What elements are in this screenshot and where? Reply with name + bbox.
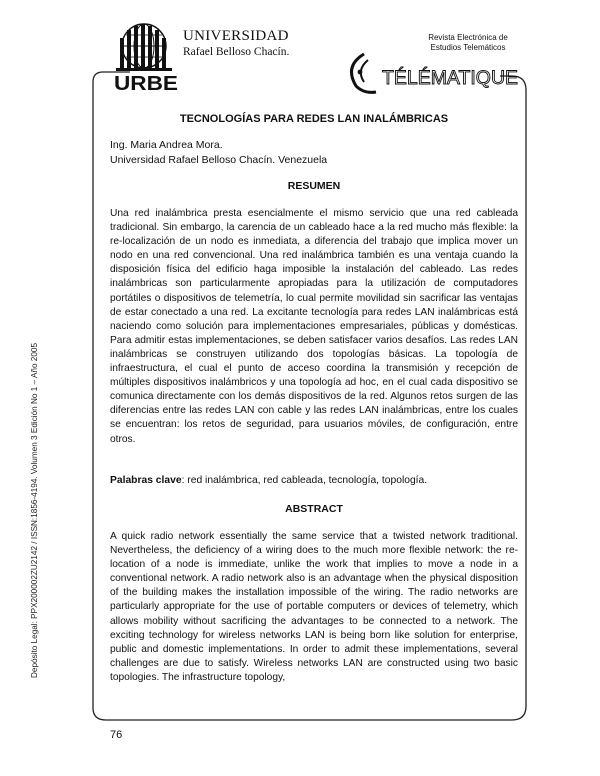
keywords-text: : red inalámbrica, red cableada, tecnología, topología. [181, 475, 428, 486]
university-name: UNIVERSIDAD [183, 28, 289, 44]
university-subtitle: Rafael Belloso Chacín. [183, 46, 290, 58]
abstract-heading: ABSTRACT [285, 503, 343, 515]
journal-name-line2: Estudios Telemáticos [430, 43, 506, 52]
deposit-legal-text: Depósito Legal: PPX200002ZU2142 / ISSN:1856-4194. Volumen 3 Edición No 1 – Año 2005 [30, 342, 39, 678]
urbe-logo-text: URBE [114, 73, 178, 94]
author-block [110, 138, 327, 168]
journal-name-line1: Revista Electrónica de [428, 33, 508, 42]
author-name: Ing. Maria Andrea Mora. [110, 139, 223, 151]
resumen-heading: RESUMEN [287, 180, 341, 192]
telematique-logo [342, 48, 522, 96]
keywords-line [110, 475, 427, 486]
page-number: 76 [110, 729, 123, 741]
telematique-logo-text: TÉLÉMATIQUE [382, 68, 518, 89]
abstract-paragraph: A quick radio network essentially the same service that a twisted network traditional. Nevertheless, the deficiency of a wiring does to the much more flexible network: the re-location of a node is immediate, unlike the work that implies to move a node in a conventional network. A radio network also is an advantage when the physical disposition of the building makes the installation impossible of the wiring. The radio networks are particularly appropriate for the use of portable computers or devices of telemetry, which allows mobility without sacrificing the advantages to be connected to a network. The exciting technology for wireless networks LAN is being born like solution for enterprise, public and domestic implementations. In order to admit these implementations, several challenges are due to satisfy. Wireless networks LAN are constructed using two basic topologies. The infrastructure topology, [110, 531, 518, 683]
keywords-label: Palabras clave [110, 475, 182, 486]
author-affiliation: Universidad Rafael Belloso Chacín. Venezuela [110, 154, 328, 166]
urbe-logo [112, 16, 182, 94]
resumen-paragraph: Una red inalámbrica presta esencialmente el mismo servicio que una red cableada tradicional. Sin embargo, la carencia de un cableado hace a la red mucho más flexible: la re-localización de un nodo es inmediata, a diferencia del trabajo que implica mover un nodo en una red convencional. Una red inalámbrica también es una ventaja cuando la disposición física del edificio haga imposible la instalación del cableado. Las redes inalámbricas son particularmente apropiadas para la utilización de computadores portátiles o dispositivos de telemetría, lo cual permite movilidad sin sacrificar las ventajas de estar conectado a una red. La excitante tecnología para redes LAN inalámbricas está naciendo como solución para implementaciones empresariales, públicas y domésticas. Para admitir estas implementaciones, se deben satisfacer varios desafíos. Las redes LAN inalámbricas se construyen utilizando dos topologías básicas. La topología de infraestructura, el cual el punto de acceso coordina la transmisión y recepción de múltiples dispositivos inalámbricos y una topología ad hoc, en el cual cada dispositivo se comunica directamente con los demás dispositivos de la red. Algunos retos surgen de las diferencias entre las redes LAN con cable y las redes LAN inalámbricas, entre los cuales se encuentran: los retos de seguridad, para usuarios móviles, de configuración, entre otros. [110, 208, 518, 445]
article-title: TECNOLOGÍAS PARA REDES LAN INALÁMBRICAS [179, 113, 449, 125]
